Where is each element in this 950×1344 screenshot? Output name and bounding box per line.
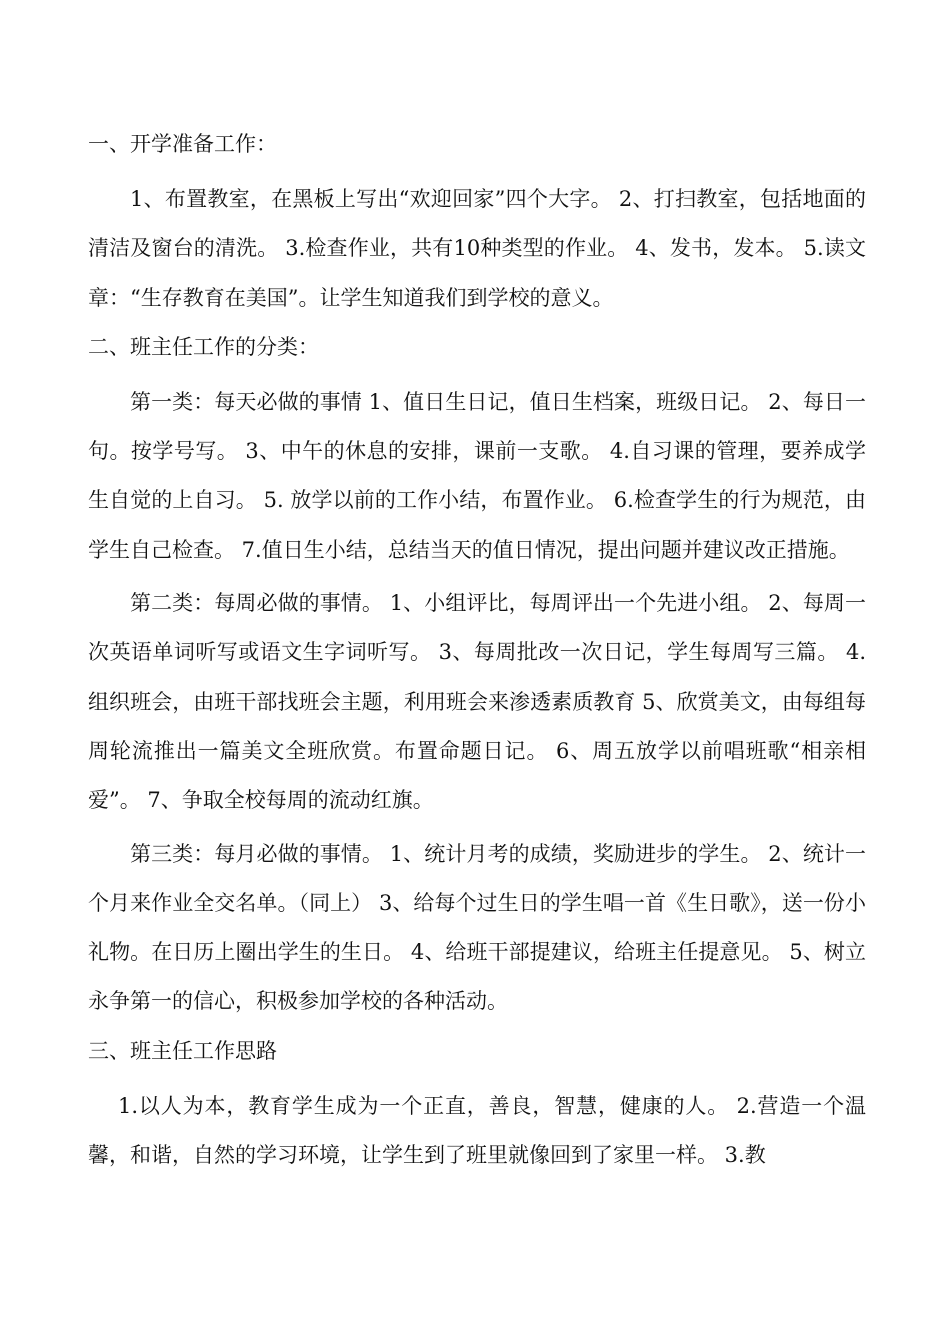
- paragraph-weekly-tasks: 第二类：每周必做的事情。 1、小组评比，每周评出一个先进小组。 2、每周一次英语单词听写或语文生字词听写。 3、每周批改一次日记，学生每周写三篇。 4.组织班会，由班干部找班会主题，利用班会来渗透素质教育 5、欣赏美文，由每组每周轮流推出一篇美文全班欣赏。布置命题日记。 6、周五放学以前唱班歌“相亲相爱”。 7、争取全校每周的流动红旗。: [88, 591, 866, 813]
- section-heading-preparation: 一、开学准备工作：: [88, 132, 277, 156]
- paragraph-approach: 1.以人为本，教育学生成为一个正直，善良，智慧，健康的人。 2.营造一个温馨，和谐，自然的学习环境，让学生到了班里就像回到了家里一样。 3.教: [88, 1093, 866, 1168]
- paragraph-monthly-tasks: 第三类：每月必做的事情。 1、统计月考的成绩，奖励进步的学生。 2、统计一个月来作业全交名单。（同上） 3、给每个过生日的学生唱一首《生日歌》，送一份小礼物。在日历上圈出学生的生日。 4、给班干部提建议，给班主任提意见。 5、树立永争第一的信心，积极参加学校的各种活动。: [88, 841, 866, 1014]
- paragraph-daily-tasks: 第一类：每天必做的事情 1、值日生日记，值日生档案，班级日记。 2、每日一句。按学号写。 3、中午的休息的安排，课前一支歌。 4.自习课的管理，要养成学生自觉的上自习。 5. 放学以前的工作小结，布置作业。 6.检查学生的行为规范，由学生自己检查。 7.值日生小结，总结当天的值日情况，提出问题并建议改正措施。: [88, 389, 866, 562]
- document-body: [88, 126, 866, 1180]
- paragraph-preparation-tasks: 1、布置教室，在黑板上写出“欢迎回家”四个大字。 2、打扫教室，包括地面的清洁及窗台的清洗。 3.检查作业，共有10种类型的作业。 4、发书，发本。 5.读文章：“生存教育在美国”。让学生知道我们到学校的意义。: [88, 187, 866, 310]
- section-heading-approach: 三、班主任工作思路: [88, 1038, 277, 1063]
- section-heading-classification: 二、班主任工作的分类：: [88, 334, 319, 359]
